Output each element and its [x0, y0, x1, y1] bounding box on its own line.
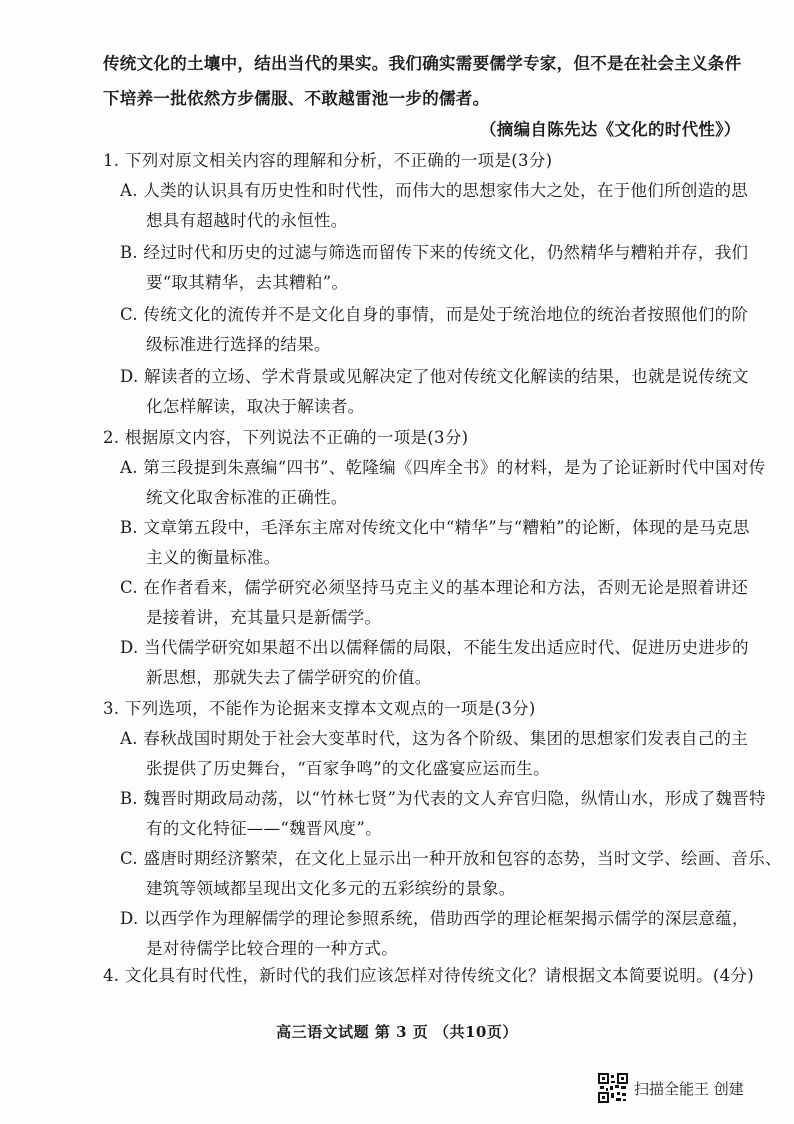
q1-option-d: D. 解读者的立场、学术背景或见解决定了他对传统文化解读的结果，也就是说传统文 — [120, 367, 749, 386]
q2-option-d: D. 当代儒学研究如果超不出以儒释儒的局限，不能生发出适应时代、促进历史进步的 — [120, 638, 749, 657]
q3-option-c-cont: 建筑等领域都呈现出文化多元的五彩缤纷的景象。 — [146, 879, 516, 898]
scanner-watermark — [598, 1073, 744, 1103]
intro-line-1: 传统文化的土壤中，结出当代的果实。我们确实需要儒学专家，但不是在社会主义条件 — [103, 54, 742, 73]
q1-option-d-cont: 化怎样解读，取决于解读者。 — [146, 397, 365, 416]
q2-option-b-cont: 主义的衡量标准。 — [146, 548, 281, 567]
q1-option-c-cont: 级标准进行选择的结果。 — [146, 335, 331, 354]
question-1-stem: 1. 下列对原文相关内容的理解和分析，不正确的一项是(3分) — [103, 151, 553, 170]
q1-option-c: C. 传统文化的流传并不是文化自身的事情，而是处于统治地位的统治者按照他们的阶 — [120, 305, 749, 324]
q3-option-a: A. 春秋战国时期处于社会大变革时代，这为各个阶级、集团的思想家们发表自己的主 — [120, 729, 749, 748]
qr-code-icon — [598, 1073, 628, 1103]
q2-option-a: A. 第三段提到朱熹编“四书”、乾隆编《四库全书》的材料，是为了论证新时代中国对传 — [120, 458, 766, 477]
q3-option-a-cont: 张提供了历史舞台，“百家争鸣”的文化盛宴应运而生。 — [146, 759, 550, 778]
q2-option-b: B. 文章第五段中，毛泽东主席对传统文化中“精华”与“糟粕”的论断，体现的是马克思 — [120, 518, 750, 537]
q3-option-d: D. 以西学作为理解儒学的理论参照系统，借助西学的理论框架揭示儒学的深层意蕴， — [120, 909, 749, 928]
q3-option-b-cont: 有的文化特征——“魏晋风度”。 — [146, 819, 382, 838]
q2-option-a-cont: 统文化取舍标准的正确性。 — [146, 488, 348, 507]
intro-line-2: 下培养一批依然方步儒服、不敢越雷池一步的儒者。 — [103, 89, 490, 108]
question-3-stem: 3. 下列选项，不能作为论据来支撑本文观点的一项是(3分) — [103, 699, 536, 718]
page-footer: 高三语文试题 第 3 页 （共10页） — [276, 1023, 518, 1041]
watermark-text: 扫描全能王 创建 — [634, 1079, 744, 1098]
q1-option-b-cont: 要“取其精华，去其糟粕”。 — [146, 273, 349, 292]
q2-option-d-cont: 新思想，那就失去了儒学研究的价值。 — [146, 668, 432, 687]
q1-option-a: A. 人类的认识具有历史性和时代性，而伟大的思想家伟大之处，在于他们所创造的思 — [120, 181, 749, 200]
source-citation: （摘编自陈先达《文化的时代性》） — [480, 120, 741, 139]
q2-option-c: C. 在作者看来，儒学研究必须坚持马克主义的基本理论和方法，否则无论是照着讲还 — [120, 578, 749, 597]
q3-option-d-cont: 是对待儒学比较合理的一种方式。 — [146, 939, 398, 958]
question-4-stem: 4. 文化具有时代性，新时代的我们应该怎样对待传统文化？请根据文本简要说明。(4分) — [103, 966, 754, 985]
q2-option-c-cont: 是接着讲，充其量只是新儒学。 — [146, 608, 382, 627]
q1-option-a-cont: 想具有超越时代的永恒性。 — [146, 211, 348, 230]
q3-option-b: B. 魏晋时期政局动荡，以“竹林七贤”为代表的文人弃官归隐，纵情山水，形成了魏晋特 — [120, 789, 766, 808]
question-2-stem: 2. 根据原文内容，下列说法不正确的一项是(3分) — [103, 428, 469, 447]
q1-option-b: B. 经过时代和历史的过滤与筛选而留传下来的传统文化，仍然精华与糟粕并存，我们 — [120, 243, 749, 262]
q3-option-c: C. 盛唐时期经济繁荣，在文化上显示出一种开放和包容的态势，当时文学、绘画、音乐、 — [120, 849, 782, 868]
